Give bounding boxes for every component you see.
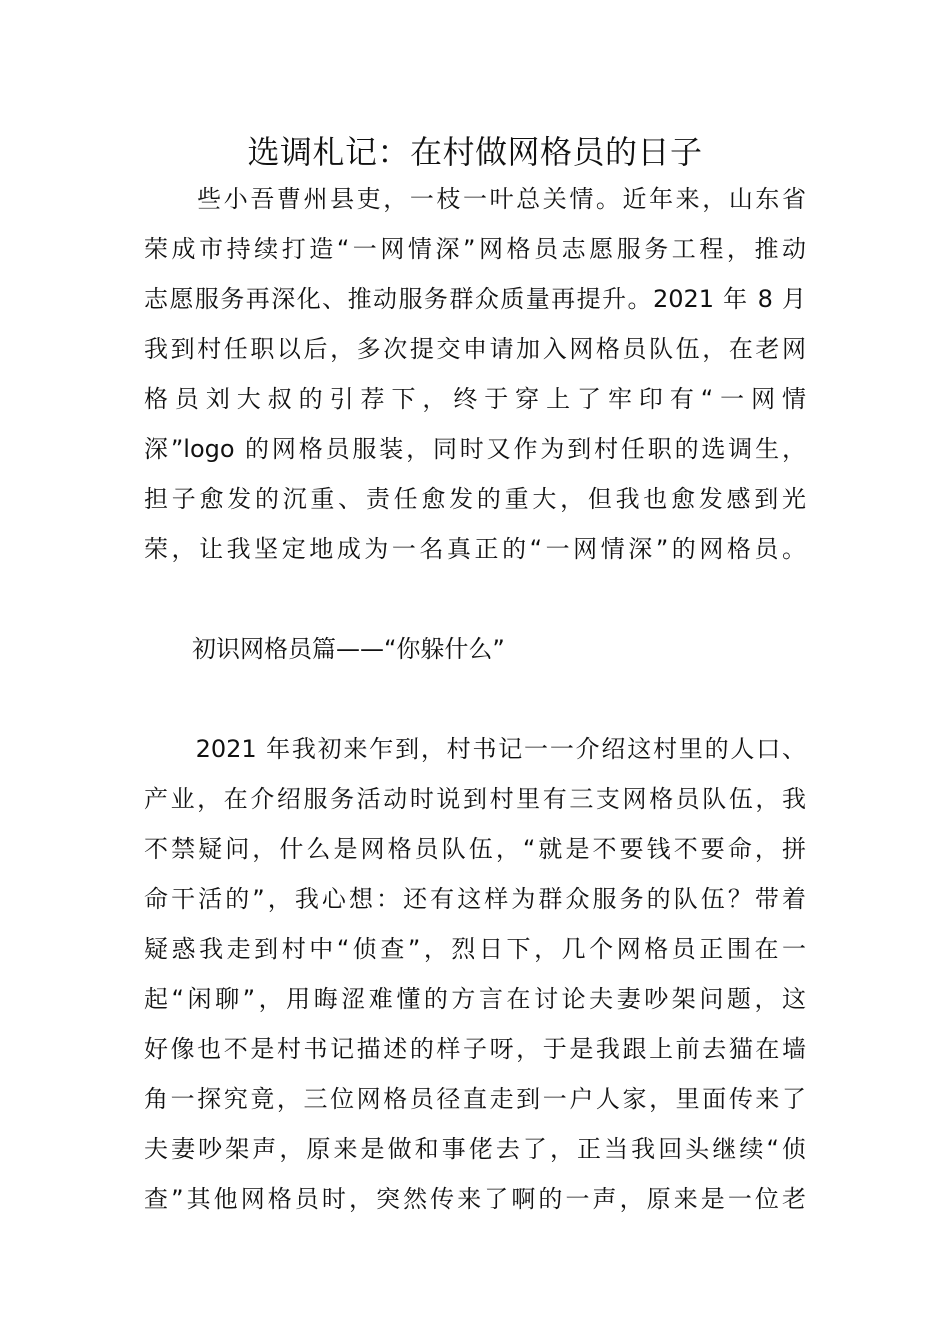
text-line: 格员刘大叔的引荐下，终于穿上了牢印有“一网情	[144, 385, 806, 413]
document-title: 选调札记：在村做网格员的日子	[247, 133, 703, 171]
text-line: 角一探究竟，三位网格员径直走到一户人家，里面传来了	[144, 1085, 806, 1113]
text-line: 志愿服务再深化、推动服务群众质量再提升。2021 年 8 月	[144, 285, 806, 313]
text-line: 不禁疑问，什么是网格员队伍，“就是不要钱不要命，拼	[144, 835, 806, 863]
text-line: 夫妻吵架声，原来是做和事佬去了，正当我回头继续“侦	[144, 1135, 806, 1163]
text-line: 疑惑我走到村中“侦查”，烈日下，几个网格员正围在一	[144, 935, 806, 963]
text-line: 些小吾曹州县吏，一枝一叶总关情。近年来，山东省	[144, 185, 806, 213]
text-line: 产业，在介绍服务活动时说到村里有三支网格员队伍，我	[144, 785, 806, 813]
text-line: 我到村任职以后，多次提交申请加入网格员队伍，在老网	[144, 335, 806, 363]
text-line: 担子愈发的沉重、责任愈发的重大，但我也愈发感到光	[144, 485, 806, 513]
text-line: 好像也不是村书记描述的样子呀，于是我跟上前去猫在墙	[144, 1035, 806, 1063]
text-line: 命干活的”，我心想：还有这样为群众服务的队伍？带着	[144, 885, 806, 913]
section-heading: 初识网格员篇——“你躲什么”	[144, 635, 505, 663]
text-line: 深”logo 的网格员服装，同时又作为到村任职的选调生，	[144, 435, 806, 463]
text-line: 起“闲聊”，用晦涩难懂的方言在讨论夫妻吵架问题，这	[144, 985, 806, 1013]
text-line: 荣，让我坚定地成为一名真正的“一网情深”的网格员。	[144, 535, 806, 563]
text-line: 荣成市持续打造“一网情深”网格员志愿服务工程，推动	[144, 235, 806, 263]
text-line: 查”其他网格员时，突然传来了啊的一声，原来是一位老	[144, 1185, 806, 1213]
text-line: 2021 年我初来乍到，村书记一一介绍这村里的人口、	[144, 735, 806, 763]
